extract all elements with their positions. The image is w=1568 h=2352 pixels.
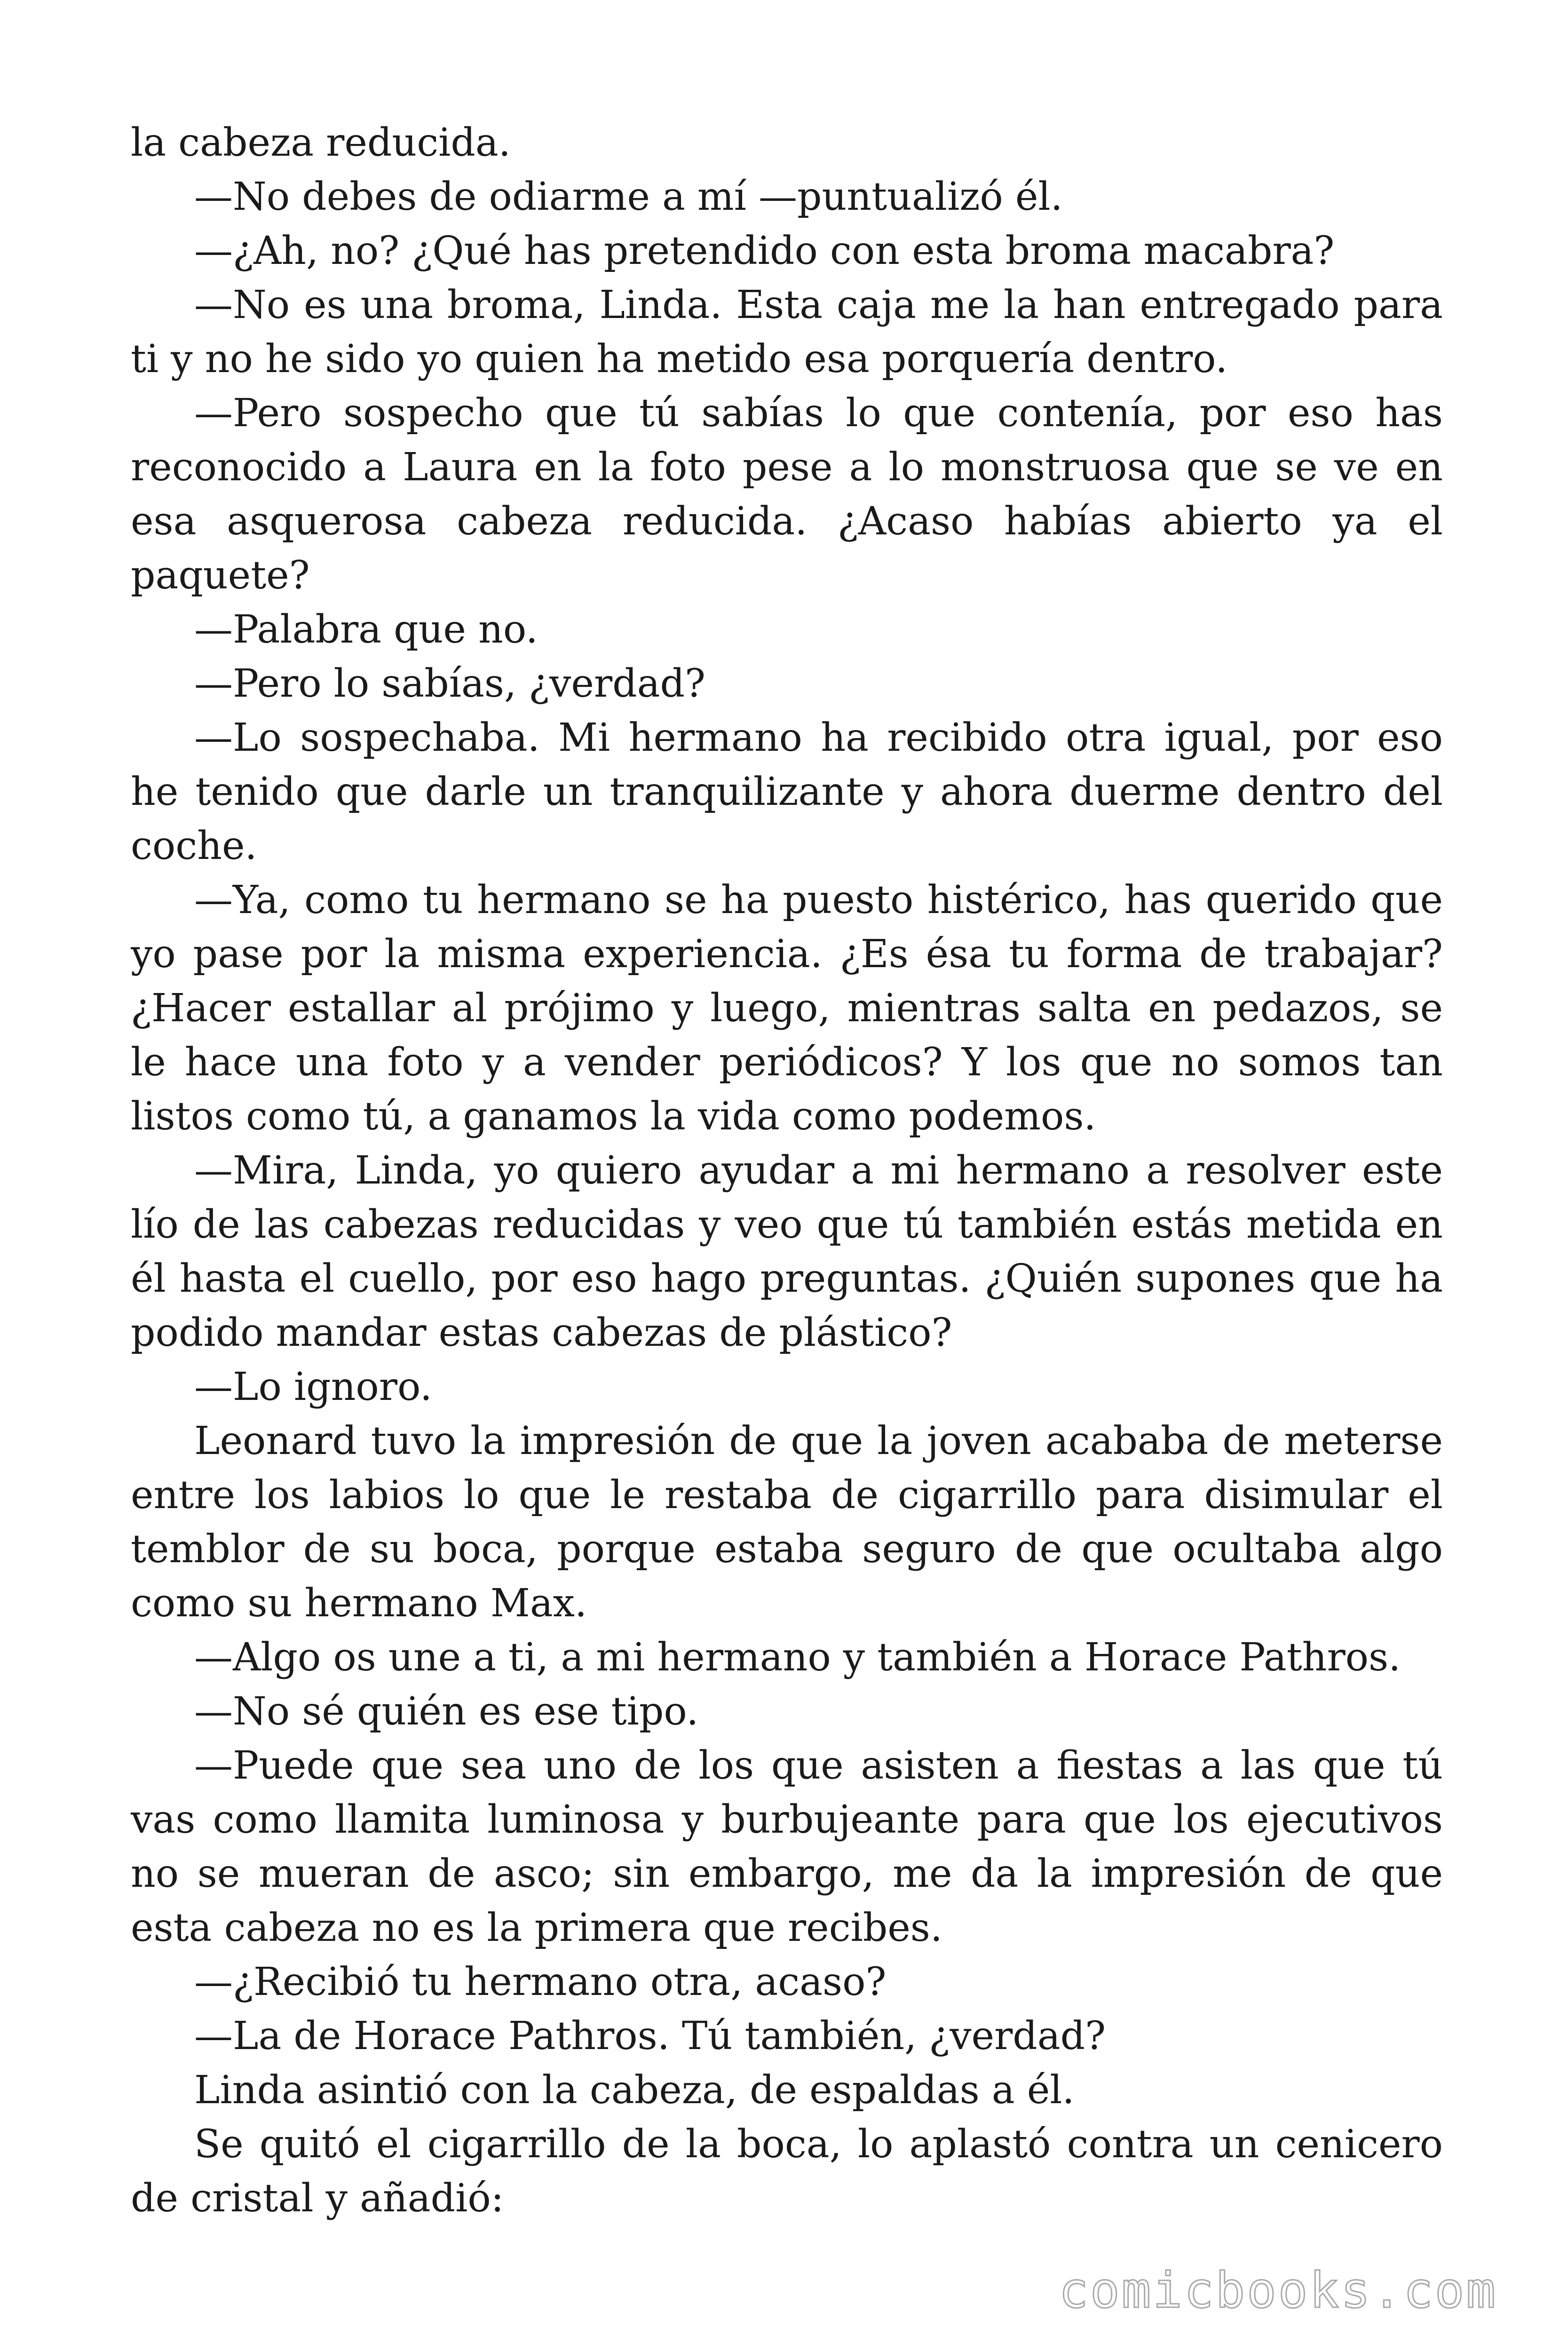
paragraph: —Lo ignoro. <box>194 1365 432 1409</box>
paragraph: —¿Recibió tu hermano otra, acaso? <box>194 1960 887 2004</box>
paragraph: —No sé quién es ese tipo. <box>194 1689 699 1734</box>
paragraph: —No es una broma, Linda. Esta caja me la han entregado para ti y no he sido yo quien ha metido esa porquería dentro. <box>131 283 1443 381</box>
paragraph: —Ya, como tu hermano se ha puesto histérico, has querido que yo pase por la misma experiencia. ¿Es ésa tu forma de trabajar? ¿Hacer estallar al prójimo y luego, mientras salta en pedazos, se le hace una foto y a vender periódicos? Y los que no somos tan listos como tú, a ganamos la vida como podemos. <box>131 878 1443 1139</box>
page-text <box>131 116 1443 2225</box>
paragraph: Leonard tuvo la impresión de que la joven acababa de meterse entre los labios lo que le restaba de cigarrillo para disimular el temblor de su boca, porque estaba seguro de que ocultaba algo como su hermano Max. <box>131 1419 1443 1626</box>
paragraph: la cabeza reducida. <box>131 120 511 165</box>
paragraph: —Lo sospechaba. Mi hermano ha recibido otra igual, por eso he tenido que darle un tranquilizante y ahora duerme dentro del coche. <box>131 715 1443 868</box>
paragraph: —Pero lo sabías, ¿verdad? <box>194 661 705 706</box>
paragraph: Linda asintió con la cabeza, de espaldas a él. <box>194 2068 1075 2113</box>
watermark: comicbooks.com <box>1059 2262 1497 2319</box>
paragraph: —Puede que sea uno de los que asisten a fiestas a las que tú vas como llamita luminosa y burbujeante para que los ejecutivos no se mueran de asco; sin embargo, me da la impresión de que esta cabeza no es la primera que recibes. <box>131 1743 1443 1950</box>
paragraph: —Algo os une a ti, a mi hermano y también a Horace Pathros. <box>194 1635 1401 1680</box>
paragraph: —La de Horace Pathros. Tú también, ¿verdad? <box>194 2014 1106 2058</box>
paragraph: —Palabra que no. <box>194 607 538 652</box>
paragraph: —No debes de odiarme a mí —puntualizó él. <box>194 175 1063 219</box>
paragraph: Se quitó el cigarrillo de la boca, lo aplastó contra un cenicero de cristal y añadió: <box>131 2122 1443 2221</box>
paragraph: —¿Ah, no? ¿Qué has pretendido con esta broma macabra? <box>194 229 1335 273</box>
paragraph: —Mira, Linda, yo quiero ayudar a mi hermano a resolver este lío de las cabezas reducidas y veo que tú también estás metida en él hasta el cuello, por eso hago preguntas. ¿Quién supones que ha podido mandar estas cabezas de plástico? <box>131 1148 1443 1355</box>
paragraph: —Pero sospecho que tú sabías lo que contenía, por eso has reconocido a Laura en la foto pese a lo monstruosa que se ve en esa asquerosa cabeza reducida. ¿Acaso habías abierto ya el paquete? <box>131 391 1443 598</box>
